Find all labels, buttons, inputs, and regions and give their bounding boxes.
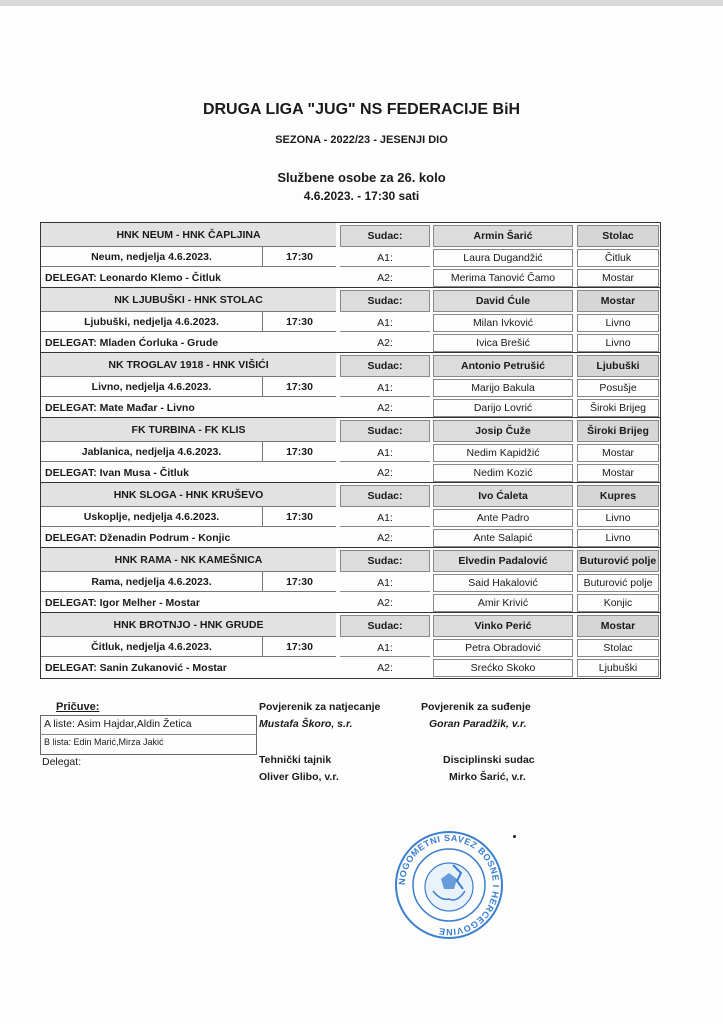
referee-name: Ivo Ćaleta: [433, 485, 573, 507]
match-venue: Čitluk, nedjelja 4.6.2023.: [41, 637, 263, 657]
match-block: [41, 288, 660, 353]
a2-city: Široki Brijeg: [577, 399, 659, 417]
referee-city: Buturović polje: [577, 550, 659, 572]
referee-name: Elvedin Padalović: [433, 550, 573, 572]
match-block: [41, 353, 660, 418]
match-venue: Ljubuški, nedjelja 4.6.2023.: [41, 312, 263, 332]
referee-label: Sudac:: [340, 290, 430, 312]
referee-name: Josip Čuže: [433, 420, 573, 442]
a2-label: A2:: [377, 467, 393, 479]
match-time: 17:30: [263, 247, 336, 267]
commissioner-label: Povjerenik za natjecanje: [259, 701, 381, 713]
a1-name: Marijo Bakula: [433, 379, 573, 397]
match-title: HNK SLOGA - HNK KRUŠEVO: [41, 483, 336, 507]
commissioner-name: Mustafa Škoro, s.r.: [259, 718, 353, 730]
referee-city: Mostar: [577, 615, 659, 637]
a1-city: Posušje: [577, 379, 659, 397]
a2-label: A2:: [377, 532, 393, 544]
reserves-b-list: B lista: Edin Marić,Mirza Jakić: [44, 737, 164, 747]
a1-label: A1:: [340, 509, 430, 527]
match-venue: Uskoplje, nedjelja 4.6.2023.: [41, 507, 263, 527]
match-title: HNK NEUM - HNK ČAPLJINA: [41, 223, 336, 247]
a2-name: Merima Tanović Čamo: [433, 269, 573, 287]
referee-label: Sudac:: [340, 485, 430, 507]
referee-city: Kupres: [577, 485, 659, 507]
referee-city: Stolac: [577, 225, 659, 247]
a1-city: Buturović polje: [577, 574, 659, 592]
page-title: DRUGA LIGA "JUG" NS FEDERACIJE BiH: [202, 101, 521, 118]
svg-text:NOGOMETNI SAVEZ BOSNE I HERCEG: NOGOMETNI SAVEZ BOSNE I HERCEGOVINE: [396, 832, 502, 938]
round-datetime: 4.6.2023. - 17:30 sati: [303, 189, 420, 203]
referee-name: David Ćule: [433, 290, 573, 312]
reserves-divider: [40, 734, 257, 735]
match-delegate: DELEGAT: Mate Mađar - Livno: [45, 401, 195, 414]
match-title: NK TROGLAV 1918 - HNK VIŠIĆI: [41, 353, 336, 377]
a1-name: Milan Ivković: [433, 314, 573, 332]
match-venue: Rama, nedjelja 4.6.2023.: [41, 572, 263, 592]
ink-dot: [513, 835, 516, 838]
a1-name: Said Hakalović: [433, 574, 573, 592]
season-line: SEZONA - 2022/23 - JESENJI DIO: [275, 134, 448, 146]
a1-name: Nedim Kapidžić: [433, 444, 573, 462]
a2-name: Amir Krivić: [433, 594, 573, 612]
a1-city: Čitluk: [577, 249, 659, 267]
a2-city: Mostar: [577, 269, 659, 287]
match-venue: Neum, nedjelja 4.6.2023.: [41, 247, 263, 267]
match-delegate: DELEGAT: Ivan Musa - Čitluk: [45, 466, 189, 479]
secretary-label: Tehnički tajnik: [259, 754, 332, 766]
match-title: NK LJUBUŠKI - HNK STOLAC: [41, 288, 336, 312]
officials-table: [40, 222, 661, 679]
a2-label: A2:: [377, 662, 393, 674]
reserves-label: Pričuve:: [56, 701, 100, 713]
referee-name: Armin Šarić: [433, 225, 573, 247]
referee-city: Ljubuški: [577, 355, 659, 377]
a1-city: Livno: [577, 314, 659, 332]
referee-label: Sudac:: [340, 225, 430, 247]
referee-label: Sudac:: [340, 355, 430, 377]
a1-city: Mostar: [577, 444, 659, 462]
a2-label: A2:: [377, 272, 393, 284]
a1-label: A1:: [340, 249, 430, 267]
referee-name: Vinko Perić: [433, 615, 573, 637]
match-delegate: DELEGAT: Leonardo Klemo - Čitluk: [45, 271, 221, 284]
secretary-name: Oliver Glibo, v.r.: [259, 771, 339, 783]
a2-city: Konjic: [577, 594, 659, 612]
a1-name: Ante Padro: [433, 509, 573, 527]
match-time: 17:30: [263, 572, 336, 592]
ref-commissioner-name: Goran Paradžik, v.r.: [429, 718, 527, 730]
a2-label: A2:: [377, 337, 393, 349]
disciplinary-name: Mirko Šarić, v.r.: [449, 771, 526, 783]
a1-city: Livno: [577, 509, 659, 527]
scan-edge: [0, 0, 723, 6]
a2-name: Ivica Brešić: [433, 334, 573, 352]
match-title: HNK BROTNJO - HNK GRUDE: [41, 613, 336, 637]
match-block: [41, 223, 660, 288]
a1-label: A1:: [340, 444, 430, 462]
match-block: [41, 483, 660, 548]
a1-label: A1:: [340, 574, 430, 592]
a2-label: A2:: [377, 597, 393, 609]
a2-name: Srećko Skoko: [433, 659, 573, 677]
referee-city: Mostar: [577, 290, 659, 312]
referee-label: Sudac:: [340, 615, 430, 637]
a2-name: Nedim Kozić: [433, 464, 573, 482]
disciplinary-label: Disciplinski sudac: [443, 754, 535, 766]
referee-label: Sudac:: [340, 420, 430, 442]
match-title: HNK RAMA - NK KAMEŠNICA: [41, 548, 336, 572]
match-block: [41, 613, 660, 678]
match-time: 17:30: [263, 442, 336, 462]
reserves-a-list: A liste: Asim Hajdar,Aldin Žetica: [44, 718, 192, 730]
a2-name: Darijo Lovrić: [433, 399, 573, 417]
a2-label: A2:: [377, 402, 393, 414]
match-time: 17:30: [263, 637, 336, 657]
ref-commissioner-label: Povjerenik za suđenje: [421, 701, 531, 713]
a1-name: Laura Dugandžić: [433, 249, 573, 267]
match-delegate: DELEGAT: Sanin Zukanović - Mostar: [45, 661, 227, 674]
federation-stamp-icon: [393, 829, 505, 941]
a2-city: Livno: [577, 529, 659, 547]
match-time: 17:30: [263, 507, 336, 527]
a1-name: Petra Obradović: [433, 639, 573, 657]
match-delegate: DELEGAT: Dženadin Podrum - Konjic: [45, 531, 231, 544]
a2-city: Livno: [577, 334, 659, 352]
a1-label: A1:: [340, 379, 430, 397]
match-delegate: DELEGAT: Igor Melher - Mostar: [45, 596, 200, 609]
a2-city: Mostar: [577, 464, 659, 482]
match-time: 17:30: [263, 312, 336, 332]
a1-city: Stolac: [577, 639, 659, 657]
a2-city: Ljubuški: [577, 659, 659, 677]
a1-label: A1:: [340, 314, 430, 332]
referee-name: Antonio Petrušić: [433, 355, 573, 377]
match-time: 17:30: [263, 377, 336, 397]
match-block: [41, 548, 660, 613]
round-subtitle: Službene osobe za 26. kolo: [277, 170, 446, 185]
a1-label: A1:: [340, 639, 430, 657]
delegate-label: Delegat:: [42, 756, 82, 768]
referee-label: Sudac:: [340, 550, 430, 572]
match-venue: Livno, nedjelja 4.6.2023.: [41, 377, 263, 397]
match-venue: Jablanica, nedjelja 4.6.2023.: [41, 442, 263, 462]
match-block: [41, 418, 660, 483]
match-delegate: DELEGAT: Mladen Ćorluka - Grude: [45, 336, 219, 349]
referee-city: Široki Brijeg: [577, 420, 659, 442]
a2-name: Ante Salapić: [433, 529, 573, 547]
match-title: FK TURBINA - FK KLIS: [41, 418, 336, 442]
